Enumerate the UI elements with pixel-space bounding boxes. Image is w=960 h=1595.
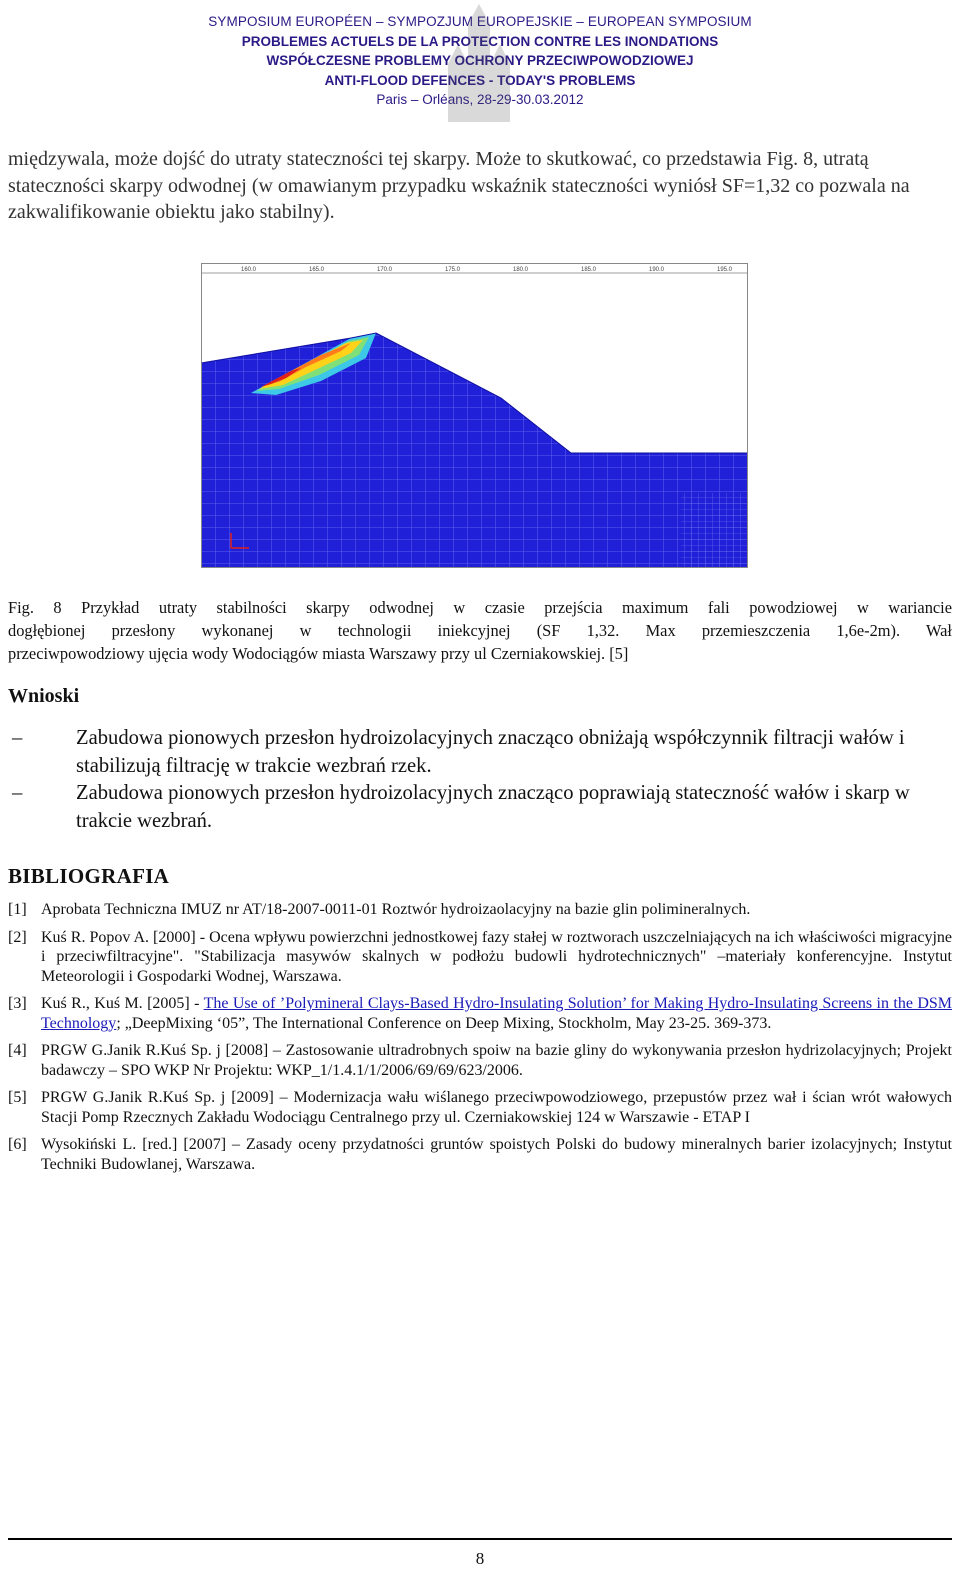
symposium-header — [180, 12, 780, 110]
conclusion-text: Zabudowa pionowych przesłon hydroizolacyjnych znacząco poprawiają stateczność wałów i skarp w trakcie wezbrań. — [76, 782, 910, 832]
list-item — [8, 725, 952, 780]
list-item — [8, 780, 952, 835]
reference-number: [3] — [8, 995, 27, 1012]
bibliography-list — [8, 900, 952, 1182]
reference-item — [8, 928, 952, 987]
fem-mesh-plot — [201, 263, 748, 568]
axis-tick-label: 165.0 — [309, 267, 325, 273]
header-line-3: WSPÓŁCZESNE PROBLEMY OCHRONY PRZECIWPOWODZIOWEJ — [266, 53, 694, 68]
conclusion-text: Zabudowa pionowych przesłon hydroizolacyjnych znacząco obniżają współczynnik filtracji wałów i stabilizują filtrację w trakcie wezbrań rzek. — [76, 727, 905, 777]
conclusions-list — [8, 725, 952, 835]
reference-text: Kuś R. Popov A. [2000] - Ocena wpływu powierzchni jednostkowej fazy stałej w roztworach uszczelniających na ich właściwości migracyjne i przeciwfiltracyjne". "Stabilizacja masywów skalnych w podłożu budowli hydrotechnicznych" –materiały konferencyjne. Instytut Meteorologii i Gospodarki Wodnej, Warszawa. — [41, 928, 952, 985]
reference-item — [8, 1135, 952, 1174]
reference-item — [8, 994, 952, 1033]
reference-item — [8, 1088, 952, 1127]
reference-text: Aprobata Techniczna IMUZ nr AT/18-2007-0011-01 Roztwór hydroizaolacyjny na bazie glin polimineralnych. — [41, 901, 751, 918]
reference-text-suffix: ; „DeepMixing ‘05”, The International Conference on Deep Mixing, Stockholm, May 23-25. 369-373. — [116, 1014, 772, 1032]
reference-number: [1] — [8, 901, 27, 918]
reference-text: Wysokiński L. [red.] [2007] – Zasady oceny przydatności gruntów spoistych Polski do budowy mineralnych barier izolacyjnych; Instytut Techniki Budowlanej, Warszawa. — [41, 1136, 952, 1173]
header-line-1: SYMPOSIUM EUROPÉEN – SYMPOZJUM EUROPEJSKIE – EUROPEAN SYMPOSIUM — [208, 14, 752, 29]
caption-line-3: przeciwpowodziowy ujęcia wody Wodociągów miasta Warszawy przy ul Czerniakowskiej. [5] — [8, 644, 629, 664]
caption-line-2: dogłębionej przesłony wykonanej w technologii iniekcyjnej (SF 1,32. Max przemieszczenia 1,6e-2m). Wał — [8, 621, 952, 641]
header-line-2: PROBLEMES ACTUELS DE LA PROTECTION CONTRE LES INONDATIONS — [241, 33, 719, 49]
reference-text: PRGW G.Janik R.Kuś Sp. j [2008] – Zastosowanie ultradrobnych spoiw na bazie gliny do wykonywania przesłon hydrizolacyjnych; Projekt badawczy – SPO WKP Nr Projektu: WKP_1/1.4.1/1/2006/69/69/623/2006. — [41, 1042, 952, 1079]
reference-link[interactable]: The Use of ’Polymineral Clays-Based Hydro-Insulating Solution’ for Making Hydro-Insulating Screens in the DSM Technology — [41, 995, 953, 1032]
axis-tick-label: 190.0 — [649, 267, 665, 273]
axis-tick-label: 195.0 — [717, 267, 733, 273]
intro-paragraph: międzywala, może dojść do utraty stateczności tej skarpy. Może to skutkować, co przedstawia Fig. 8, utratą stateczności skarpy odwodnej (w omawianym przypadku wskaźnik stateczności wyniósł SF=1,32 co pozwala na zakwalifikowanie obiektu jako stabilny). — [8, 148, 910, 223]
figure-caption — [8, 596, 952, 666]
dash-icon: – — [12, 727, 23, 749]
slope-stability-figure — [201, 263, 748, 568]
axis-tick-label: 185.0 — [581, 267, 597, 273]
axis-tick-label: 170.0 — [377, 267, 393, 273]
reference-number: [5] — [8, 1089, 27, 1106]
axis-tick-label: 160.0 — [241, 267, 257, 273]
conclusions-heading: Wnioski — [8, 685, 80, 707]
reference-number: [4] — [8, 1042, 27, 1059]
reference-text-prefix: Kuś R., Kuś M. [2005] - — [41, 995, 204, 1012]
page-number: 8 — [475, 1549, 485, 1568]
reference-text: PRGW G.Janik R.Kuś Sp. j [2009] – Modernizacja wału wiślanego przeciwpowodziowego, przepustów przez wał i ścian wrót wałowych Stacji Pomp Rzecznych Zakładu Wodociągu Centralnego przy ul. Czerniakowskiej 124 w Warszawie - ETAP I — [41, 1089, 952, 1126]
caption-line-1: Fig. 8 Przykład utraty stabilności skarpy odwodnej w czasie przejścia maximum fali powodziowej w wariancie — [8, 598, 952, 617]
axis-tick-label: 175.0 — [445, 267, 461, 273]
axis-tick-label: 180.0 — [513, 267, 529, 273]
header-line-5: Paris – Orléans, 28-29-30.03.2012 — [376, 92, 584, 107]
header-line-4: ANTI-FLOOD DEFENCES - TODAY'S PROBLEMS — [324, 72, 636, 88]
reference-number: [6] — [8, 1136, 27, 1153]
reference-item — [8, 1041, 952, 1080]
reference-item — [8, 900, 952, 920]
reference-number: [2] — [8, 928, 27, 946]
dash-icon: – — [12, 782, 23, 804]
bibliography-heading: BIBLIOGRAFIA — [8, 864, 170, 888]
footer-divider — [8, 1538, 952, 1540]
